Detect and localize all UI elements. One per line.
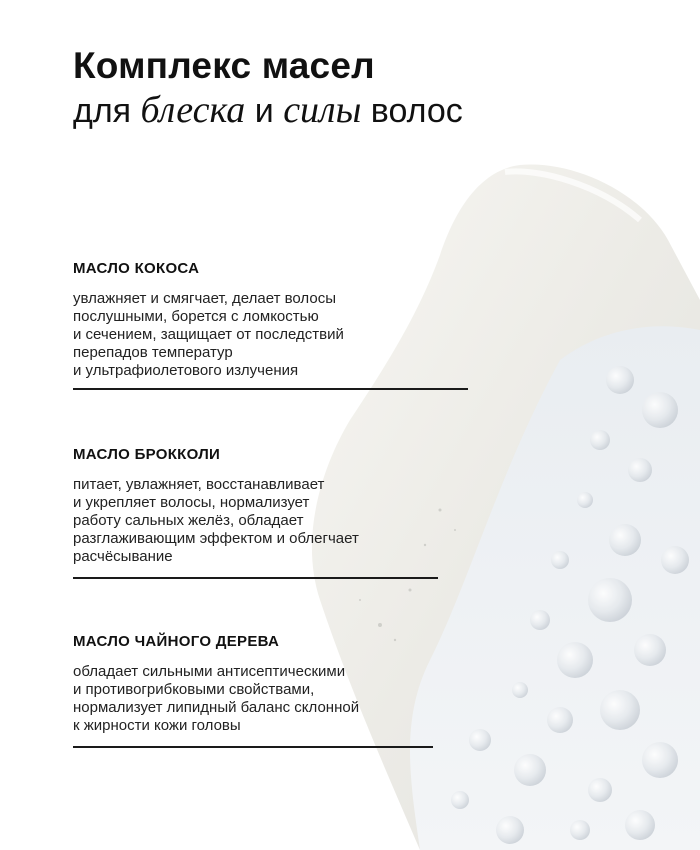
section-tea-tree-oil (73, 633, 359, 735)
page-heading (73, 44, 463, 133)
section-text: питает, увлажняет, восстанавливает и укрепляет волосы, нормализует работу сальных желёз, обладает разглаживающим эффектом и облегчает расчёсывание (73, 476, 359, 565)
page-title: Комплекс масел (73, 45, 375, 86)
section-broccoli-oil (73, 446, 359, 566)
section-heading: МАСЛО БРОККОЛИ (73, 446, 221, 463)
divider (73, 577, 438, 579)
section-coconut-oil (73, 260, 344, 380)
section-text: обладает сильными антисептическими и противогрибковыми свойствами, нормализует липидный баланс склонной к жирности кожи головы (73, 663, 360, 734)
divider (73, 746, 433, 748)
section-heading: МАСЛО КОКОСА (73, 260, 200, 277)
section-text: увлажняет и смягчает, делает волосы послушными, борется с ломкостью и сечением, защищает от последствий перепадов температур и ультрафиолетового излучения (73, 290, 344, 379)
divider (73, 388, 468, 390)
section-heading: МАСЛО ЧАЙНОГО ДЕРЕВА (73, 633, 280, 650)
page-subtitle: для блеска и силы волос (73, 89, 463, 131)
